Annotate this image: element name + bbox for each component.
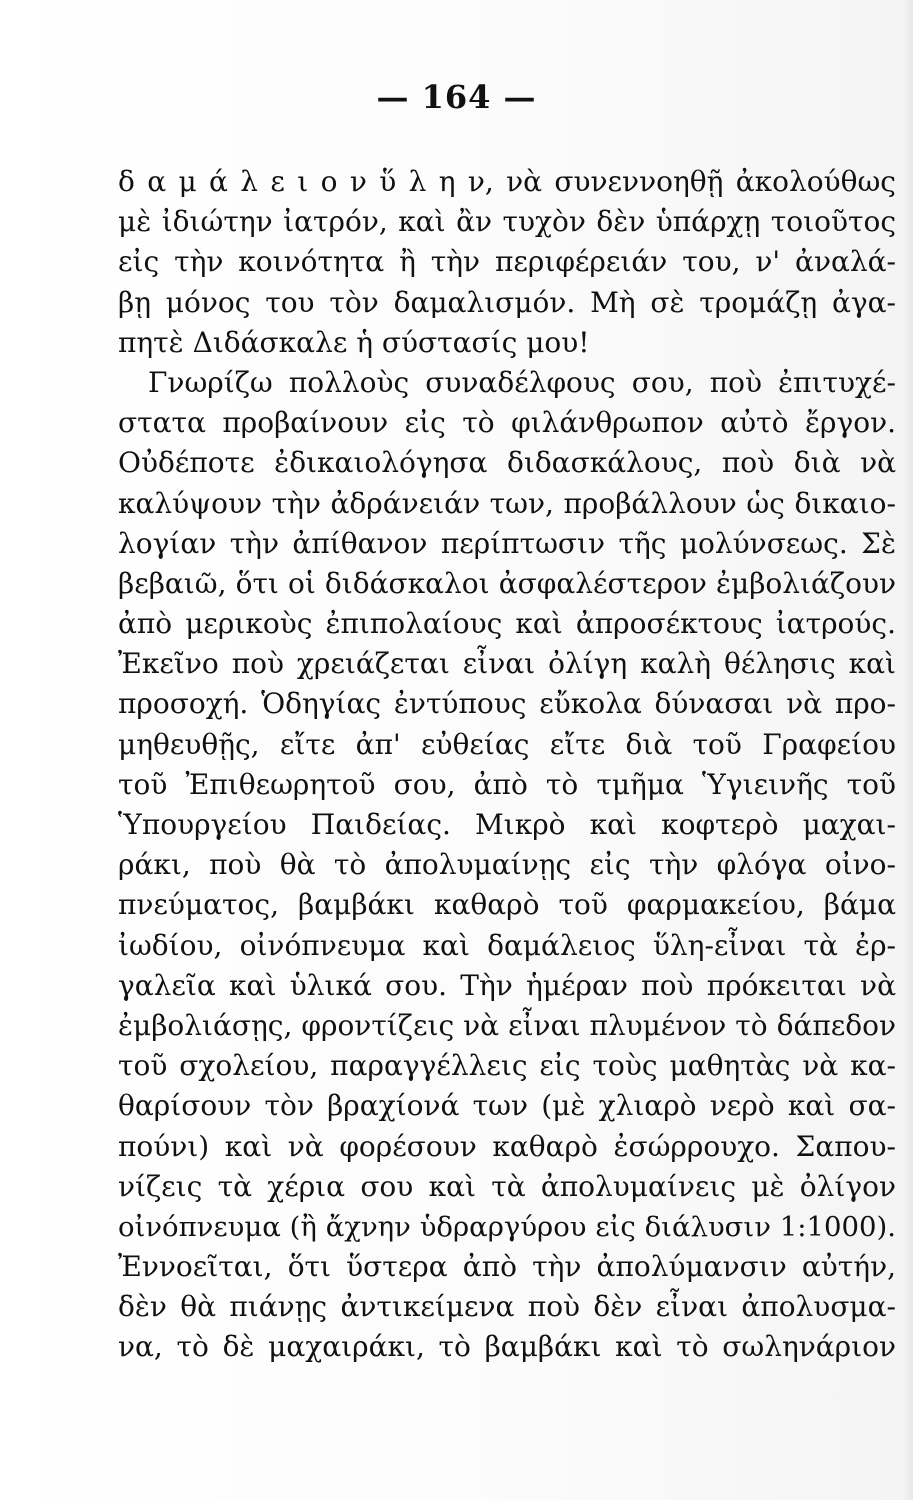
text-line: εἰς τὴν κοινότητα ἢ τὴν περιφέρειάν του, ν' ἀναλά- (118, 245, 896, 279)
text-line: πούνι) καὶ νὰ φορέσουν καθαρὸ ἐσώρρουχο. Σαπου- (118, 1129, 896, 1163)
text-line: Γνωρίζω πολλοὺς συναδέλφους σου, ποὺ ἐπιτυχέ- (148, 365, 896, 399)
text-line: πνεύματος, βαμβάκι καθαρὸ τοῦ φαρμακείου, βάμα (118, 888, 896, 922)
text-line: πητὲ Διδάσκαλε ἡ σύστασίς μου! (118, 325, 590, 359)
text-line: ἀπὸ μερικοὺς ἐπιπολαίους καὶ ἀπροσέκτους ἰατρούς. (118, 607, 896, 641)
text-line: λογίαν τὴν ἀπίθανον περίπτωσιν τῆς μολύνσεως. Σὲ (118, 526, 896, 560)
text-line: τοῦ Ἐπιθεωρητοῦ σου, ἀπὸ τὸ τμῆμα Ὑγιεινῆς τοῦ (118, 767, 896, 801)
text-line: Οὐδέποτε ἐδικαιολόγησα διδασκάλους, ποὺ διὰ νὰ (118, 446, 896, 480)
text-line: Ὑπουργείου Παιδείας. Μικρὸ καὶ κοφτερὸ μαχαι- (118, 808, 896, 841)
text-line: μὲ ἰδιώτην ἰατρόν, καὶ ἂν τυχὸν δὲν ὑπάρχῃ τοιοῦτος (118, 205, 896, 239)
text-line: ράκι, ποὺ θὰ τὸ ἀπολυμαίνῃς εἰς τὴν φλόγα οἰνο- (118, 848, 896, 882)
text-line: δ α μ ά λ ε ι ο ν ὕ λ η ν, νὰ συνεννοηθῇ ἀκολούθως (118, 165, 896, 198)
text-line: Ἐννοεῖται, ὅτι ὕστερα ἀπὸ τὴν ἀπολύμανσιν αὐτήν, (118, 1250, 896, 1284)
text-line: δὲν θὰ πιάνῃς ἀντικείμενα ποὺ δὲν εἶναι ἀπολυσμα- (118, 1290, 896, 1324)
text-line: καλύψουν τὴν ἀδράνειάν των, προβάλλουν ὡς δικαιο- (118, 486, 896, 520)
text-line: να, τὸ δὲ μαχαιράκι, τὸ βαμβάκι καὶ τὸ σωληνάριον (118, 1330, 896, 1364)
text-line: βῃ μόνος του τὸν δαμαλισμόν. Μὴ σὲ τρομάζῃ ἀγα- (118, 285, 896, 319)
page-number: — 164 — (376, 78, 537, 116)
page-edge-shadow (903, 0, 913, 1500)
text-line: νίζεις τὰ χέρια σου καὶ τὰ ἀπολυμαίνεις μὲ ὀλίγον (118, 1169, 896, 1203)
text-line: θαρίσουν τὸν βραχίονά των (μὲ χλιαρὸ νερὸ καὶ σα- (118, 1089, 896, 1123)
text-line: Ἐκεῖνο ποὺ χρειάζεται εἶναι ὀλίγη καλὴ θέλησις καὶ (118, 647, 896, 681)
text-line: βεβαιῶ, ὅτι οἱ διδάσκαλοι ἀσφαλέστερον ἐμβολιάζουν (118, 566, 896, 600)
text-line: τοῦ σχολείου, παραγγέλλεις εἰς τοὺς μαθητὰς νὰ κα- (118, 1049, 896, 1083)
text-line: οἰνόπνευμα (ἢ ἄχνην ὑδραργύρου εἰς διάλυσιν 1:1000). (118, 1210, 896, 1243)
body-text (118, 162, 896, 1368)
text-line: μηθευθῇς, εἴτε ἀπ' εὐθείας εἴτε διὰ τοῦ Γραφείου (118, 727, 896, 761)
text-line: στατα προβαίνουν εἰς τὸ φιλάνθρωπον αὐτὸ ἔργον. (118, 406, 896, 440)
text-line: γαλεῖα καὶ ὑλικά σου. Τὴν ἡμέραν ποὺ πρόκειται νὰ (118, 968, 896, 1002)
text-line: προσοχή. Ὁδηγίας ἐντύπους εὔκολα δύνασαι νὰ προ- (118, 687, 896, 721)
text-line: ἰωδίου, οἰνόπνευμα καὶ δαμάλειος ὕλη-εἶναι τὰ ἐρ- (118, 928, 896, 962)
text-line: ἐμβολιάσῃς, φροντίζεις νὰ εἶναι πλυμένον τὸ δάπεδον (118, 1008, 896, 1042)
